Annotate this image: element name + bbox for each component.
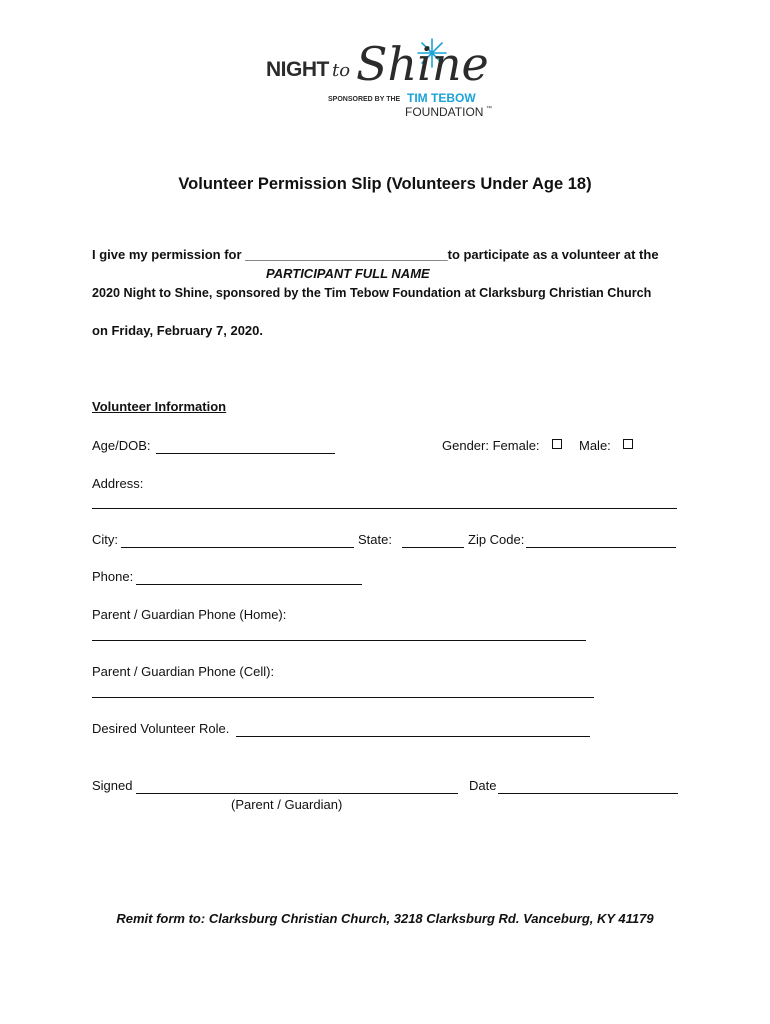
permission-line-2: 2020 Night to Shine, sponsored by the Tim Tebow Foundation at Clarksburg Christian Church	[92, 286, 652, 300]
zip-code-field[interactable]	[526, 547, 676, 548]
male-checkbox[interactable]	[623, 439, 633, 449]
gender-female-label: Gender: Female:	[442, 438, 540, 453]
desired-role-field[interactable]	[236, 736, 590, 737]
phone-field[interactable]	[136, 584, 362, 585]
state-label: State:	[358, 532, 392, 547]
desired-role-label: Desired Volunteer Role.	[92, 721, 230, 736]
signature-field[interactable]	[136, 793, 458, 794]
participant-full-name-caption: PARTICIPANT FULL NAME	[266, 266, 430, 281]
city-field[interactable]	[121, 547, 354, 548]
guardian-home-phone-field[interactable]	[92, 640, 586, 641]
logo-to: to	[332, 60, 351, 81]
page-title: Volunteer Permission Slip (Volunteers Under Age 18)	[178, 175, 592, 193]
signed-caption: (Parent / Guardian)	[231, 797, 343, 812]
night-to-shine-logo	[262, 36, 512, 122]
guardian-cell-phone-label: Parent / Guardian Phone (Cell):	[92, 664, 275, 679]
logo-shine: Shine	[356, 37, 489, 91]
remit-address: Remit form to: Clarksburg Christian Church, 3218 Clarksburg Rd. Vanceburg, KY 41179	[116, 911, 654, 926]
signed-label: Signed	[92, 778, 133, 793]
age-dob-field[interactable]	[156, 453, 335, 454]
logo-night: NIGHT	[266, 58, 329, 81]
logo-sponsored-by: SPONSORED BY THE	[328, 96, 401, 103]
participant-name-blank[interactable]: ____________________________	[245, 247, 448, 262]
female-checkbox[interactable]	[552, 439, 562, 449]
permission-text-end: to participate as a volunteer at the	[447, 247, 659, 262]
guardian-home-phone-label: Parent / Guardian Phone (Home):	[92, 607, 287, 622]
permission-line-3: on Friday, February 7, 2020.	[92, 323, 263, 338]
guardian-cell-phone-field[interactable]	[92, 697, 594, 698]
date-field[interactable]	[498, 793, 678, 794]
permission-text-start: I give my permission for	[92, 247, 246, 262]
logo-foundation: FOUNDATION	[405, 105, 484, 119]
address-field[interactable]	[92, 508, 677, 509]
volunteer-info-heading: Volunteer Information	[92, 399, 227, 414]
date-label: Date	[469, 778, 497, 793]
city-label: City:	[92, 532, 118, 547]
phone-label: Phone:	[92, 569, 134, 584]
permission-line-1	[92, 247, 659, 263]
address-label: Address:	[92, 476, 144, 491]
state-field[interactable]	[402, 547, 464, 548]
zip-code-label: Zip Code:	[468, 532, 525, 547]
age-dob-label: Age/DOB:	[92, 438, 151, 453]
logo-trademark: ™	[486, 106, 492, 112]
logo-tim-tebow: TIM TEBOW	[407, 91, 476, 105]
gender-male-label: Male:	[579, 438, 611, 453]
